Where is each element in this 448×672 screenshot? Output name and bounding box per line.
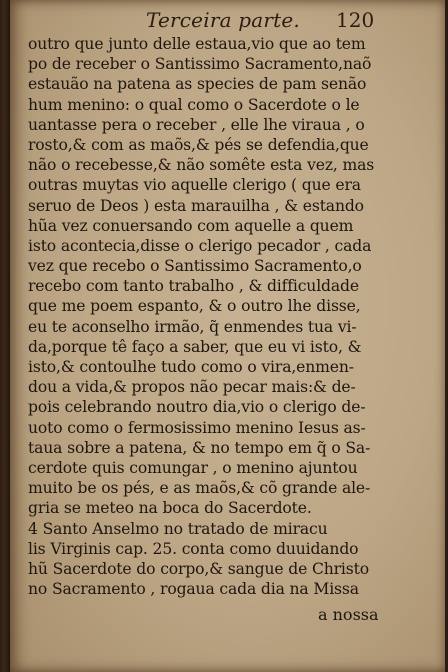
text-line: que me poem espanto, & o outro lhe disse, — [28, 297, 361, 316]
text-line: eu te aconselho irmão, q̃ enmendes tua vi- — [28, 317, 357, 336]
text-line: da,porque tê faço a saber, que eu vi isto, & — [28, 337, 362, 356]
running-head: Terceira parte. — [146, 8, 300, 32]
catchword: a nossa — [318, 605, 379, 624]
text-line: isto acontecia,disse o clerigo pecador , cada — [28, 236, 372, 255]
text-line: não o recebesse,& não somête esta vez, mas — [28, 156, 375, 175]
text-line: seruo de Deos ) esta marauilha , & estando — [28, 196, 364, 215]
text-line: muito be os pés, e as maõs,& cõ grande ale- — [28, 479, 371, 498]
text-line: taua sobre a patena, & no tempo em q̃ o Sa- — [28, 438, 371, 457]
text-line: lis Virginis cap. 25. conta como duuidando — [28, 539, 359, 558]
text-line: rosto,& com as maõs,& pés se defendia,que — [28, 135, 369, 154]
book-page — [10, 0, 446, 672]
text-line: recebo com tanto trabalho , & difficuldade — [28, 277, 359, 296]
text-line: hũa vez conuersando com aquelle a quem — [28, 216, 354, 235]
text-line: cerdote quis comungar , o menino ajuntou — [28, 458, 358, 477]
text-line: no Sacramento , rogaua cada dia na Missa — [28, 580, 359, 599]
text-line: 4 Santo Anselmo no tratado de miracu — [28, 519, 328, 538]
text-line: hum menino: o qual como o Sacerdote o le — [28, 95, 360, 114]
text-line: estauão na patena as species de pam senão — [28, 75, 367, 94]
text-line: pois celebrando noutro dia,vio o clerigo de- — [28, 398, 366, 417]
text-line: isto,& contoulhe tudo como o vira,enmen- — [28, 358, 354, 376]
body-text — [28, 34, 402, 599]
text-line: outro que junto delle estaua,vio que ao tem — [28, 35, 366, 53]
text-line: hũ Sacerdote do corpo,& sangue de Christo — [28, 559, 369, 578]
text-line: po de receber o Santissimo Sacramento,naõ — [28, 55, 372, 74]
text-line: dou a vida,& propos não pecar mais:& de- — [28, 378, 356, 397]
text-line: vez que recebo o Santissimo Sacramento,o — [28, 257, 362, 276]
page-number: 120 — [336, 8, 375, 32]
text-line: uantasse pera o receber , elle lhe viraua , o — [28, 115, 365, 134]
text-line: uoto como o fermosissimo menino Iesus as- — [28, 418, 366, 437]
text-line: outras muytas vio aquelle clerigo ( que era — [28, 176, 361, 195]
page-header — [10, 8, 446, 34]
text-line: gria se meteo na boca do Sacerdote. — [28, 499, 312, 518]
